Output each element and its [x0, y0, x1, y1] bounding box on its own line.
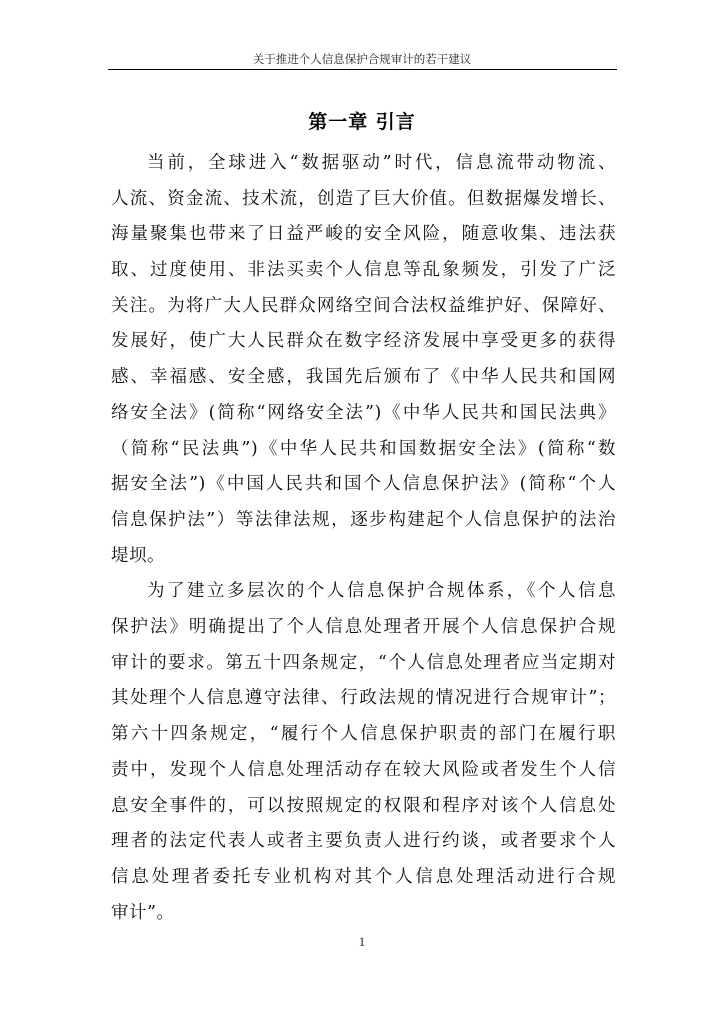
paragraph-line: 责中，发现个人信息处理活动存在较大风险或者发生个人信 [111, 759, 616, 780]
paragraph-line: 络安全法》(简称“网络安全法”)《中华人民共和国民法典》 [111, 402, 616, 423]
paragraph-line: （简称“民法典”)《中华人民共和国数据安全法》(简称“数 [111, 438, 616, 459]
paragraph-line: 审计的要求。第五十四条规定，“个人信息处理者应当定期对 [111, 652, 616, 673]
paragraph-line: 当前，全球进入“数据驱动”时代，信息流带动物流、 [147, 153, 616, 173]
paragraph-2 [111, 574, 616, 931]
paragraph-line: 保护法》明确提出了个人信息处理者开展个人信息保护合规 [111, 617, 616, 638]
paragraph-line: 据安全法”)《中国人民共和国个人信息保护法》(简称“个人 [111, 474, 616, 495]
paragraph-line: 第六十四条规定，“履行个人信息保护职责的部门在履行职 [111, 724, 616, 745]
paragraph-line: 人流、资金流、技术流，创造了巨大价值。但数据爆发增长、 [111, 188, 616, 209]
chapter-title: 第一章 引言 [308, 111, 416, 133]
paragraph-1 [111, 146, 616, 574]
paragraph-line: 其处理个人信息遵守法律、行政法规的情况进行合规审计”； [111, 688, 616, 709]
paragraph-line: 关注。为将广大人民群众网络空间合法权益维护好、保障好、 [111, 295, 616, 316]
page-number: 1 [358, 934, 366, 949]
header-rule [108, 69, 617, 70]
paragraph-line: 信息保护法”）等法律法规，逐步构建起个人信息保护的法治 [111, 509, 616, 530]
paragraph-line: 发展好，使广大人民群众在数字经济发展中享受更多的获得 [111, 331, 616, 352]
paragraph-line: 息安全事件的，可以按照规定的权限和程序对该个人信息处 [111, 795, 616, 816]
paragraph-line: 为了建立多层次的个人信息保护合规体系，《个人信息 [147, 581, 616, 602]
paragraph-line: 信息处理者委托专业机构对其个人信息处理活动进行合规 [111, 866, 616, 887]
paragraph-line: 理者的法定代表人或者主要负责人进行约谈，或者要求个人 [111, 831, 616, 852]
paragraph-line: 感、幸福感、安全感，我国先后颁布了《中华人民共和国网 [111, 367, 616, 388]
paragraph-line: 审计”。 [111, 902, 175, 923]
paragraph-line: 取、过度使用、非法买卖个人信息等乱象频发，引发了广泛 [111, 260, 616, 281]
paragraph-line: 海量聚集也带来了日益严峻的安全风险，随意收集、违法获 [111, 224, 616, 245]
running-header: 关于推进个人信息保护合规审计的若干建议 [252, 52, 472, 66]
paragraph-line: 堤坝。 [111, 545, 165, 566]
